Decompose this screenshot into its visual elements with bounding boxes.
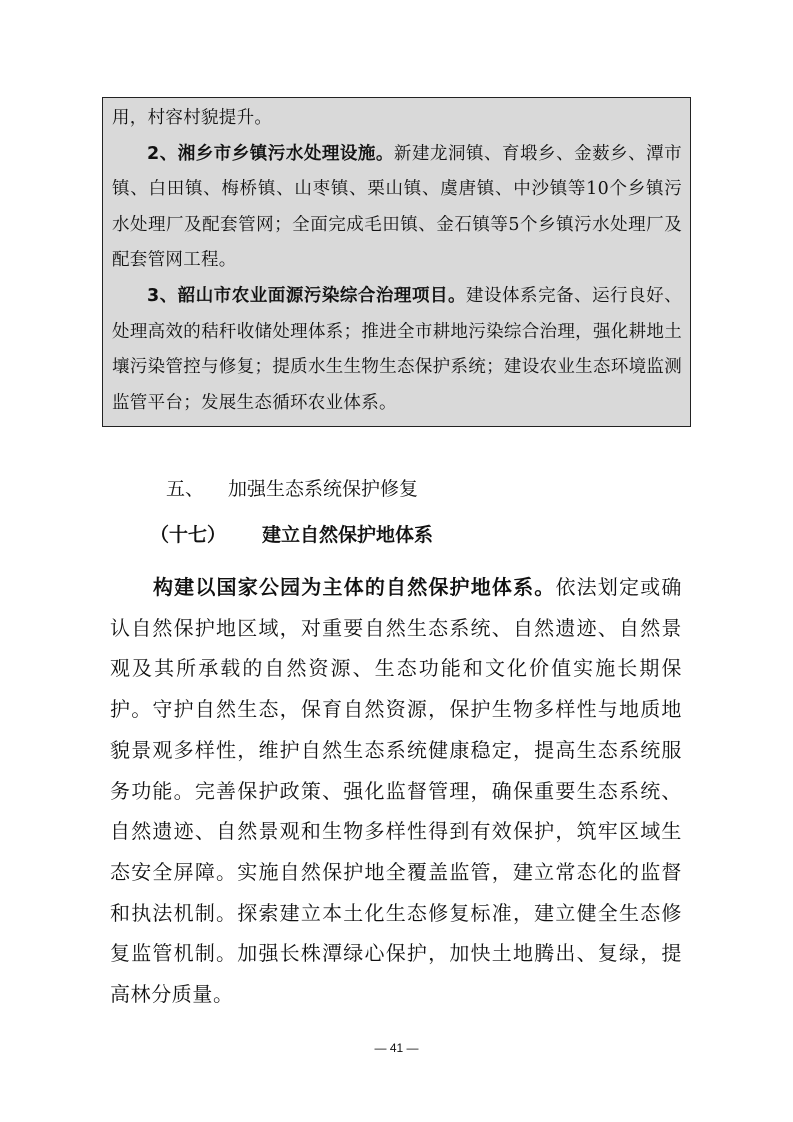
paragraph-lead: 构建以国家公园为主体的自然保护地体系。 — [153, 575, 556, 599]
section-heading — [166, 474, 418, 504]
box-item-3 — [112, 279, 682, 421]
subsection-title: 建立自然保护地体系 — [262, 524, 434, 546]
body-paragraph — [110, 567, 682, 1015]
box-item-3-text: 建设体系完备、运行良好、处理高效的秸秆收储处理体系；推进全市耕地污染综合治理，强化耕地土壤污染管控与修复；提质水生生物生态保护系统；建设农业生态环境监测监管平台；发展生态循环农业体系。 — [112, 285, 682, 413]
paragraph-text: 依法划定或确认自然保护地区域，对重要自然生态系统、自然遗迹、自然景观及其所承载的自然资源、生态功能和文化价值实施长期保护。守护自然生态，保育自然资源，保护生物多样性与地质地貌景观多样性，维护自然生态系统健康稳定，提高生态系统服务功能。完善保护政策、强化监督管理，确保重要生态系统、自然遗迹、自然景观和生物多样性得到有效保护，筑牢区域生态安全屏障。实施自然保护地全覆盖监管，建立常态化的监督和执法机制。探索建立本土化生态修复标准，建立健全生态修复监管机制。加强长株潭绿心保护，加快土地腾出、复绿，提高林分质量。 — [110, 575, 682, 1007]
section-number: 五、 — [166, 478, 205, 500]
subsection-number: （十七） — [150, 524, 227, 546]
subsection-heading — [150, 520, 433, 550]
box-item-2-heading: 2、湘乡市乡镇污水处理设施。 — [147, 143, 394, 164]
highlight-box — [102, 97, 691, 427]
page-number: — 41 — — [374, 1041, 419, 1055]
section-title: 加强生态系统保护修复 — [228, 478, 419, 500]
box-line-continuation: 用，村容村貌提升。 — [112, 108, 273, 128]
box-item-2 — [112, 137, 682, 279]
box-item-2-text: 新建龙洞镇、育塅乡、金薮乡、潭市镇、白田镇、梅桥镇、山枣镇、栗山镇、虞唐镇、中沙镇等10个乡镇污水处理厂及配套管网；全面完成毛田镇、金石镇等5个乡镇污水处理厂及配套管网工程。 — [112, 143, 682, 271]
box-item-3-heading: 3、韶山市农业面源污染综合治理项目。 — [147, 285, 466, 306]
